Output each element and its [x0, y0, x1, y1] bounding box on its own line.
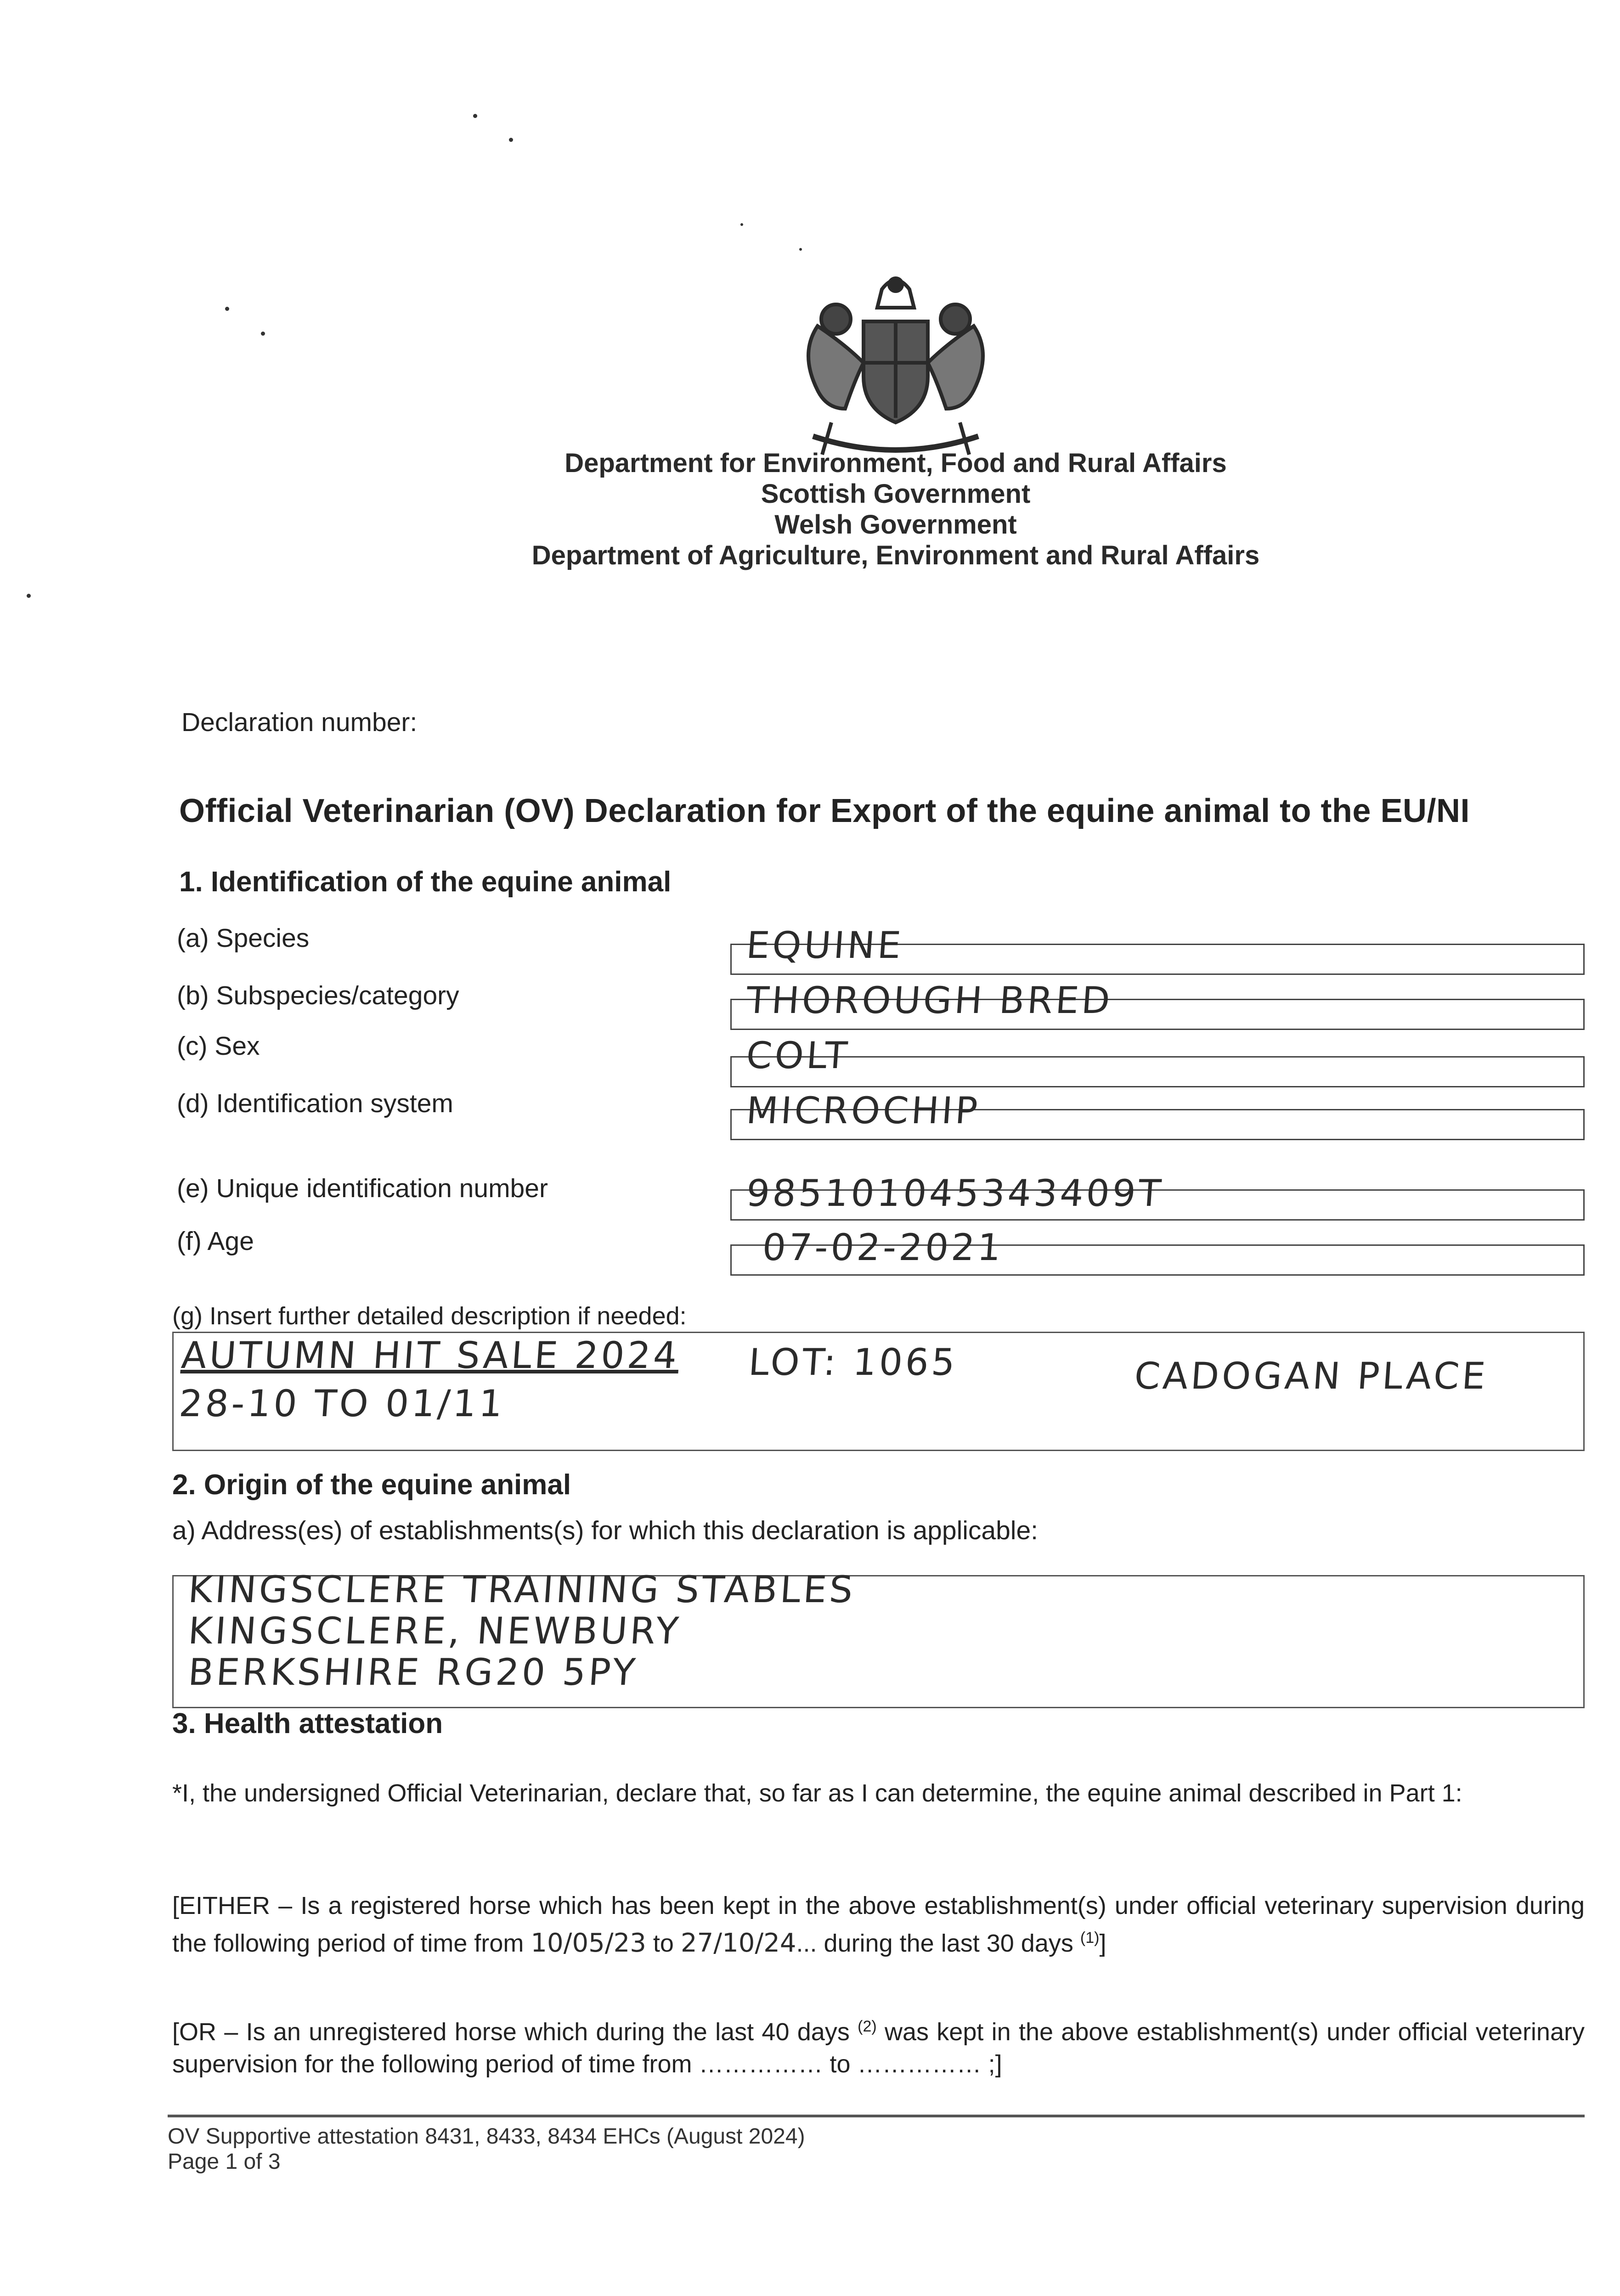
scan-speck [799, 248, 802, 251]
further-description-place: CADOGAN PLACE [1133, 1355, 1490, 1397]
identification-system-value: MICROCHIP [745, 1089, 982, 1132]
unique-id-label: (e) Unique identification number [177, 1174, 548, 1203]
further-description-label: (g) Insert further detailed description if needed: [172, 1302, 687, 1330]
page-title: Official Veterinarian (OV) Declaration for Export of the equine animal to the EU/NI [179, 793, 1470, 829]
species-value: EQUINE [745, 924, 905, 967]
or-footnote-ref: (2) [858, 2018, 877, 2035]
section-2-heading: 2. Origin of the equine animal [172, 1469, 571, 1501]
department-line: Scottish Government [761, 479, 1031, 509]
scan-speck [261, 332, 265, 336]
unique-id-value: 985101045343409T [745, 1172, 1165, 1215]
footer-rule [168, 2115, 1585, 2117]
section-3-heading: 3. Health attestation [172, 1708, 443, 1739]
species-label: (a) Species [177, 923, 310, 953]
health-attestation-intro: *I, the undersigned Official Veterinarian, declare that, so far as I can determine, the equine animal described in Part 1: [172, 1779, 1462, 1807]
either-to-date: 27/10/24 [680, 1928, 796, 1958]
scan-speck [27, 594, 31, 598]
scan-speck [509, 138, 513, 142]
sex-field [730, 1056, 1585, 1087]
either-clause [172, 1890, 1585, 1959]
either-clause-end: ] [1099, 1930, 1106, 1957]
identification-system-label: (d) Identification system [177, 1089, 453, 1118]
declaration-number-label: Declaration number: [181, 708, 418, 737]
subspecies-label: (b) Subspecies/category [177, 981, 459, 1010]
further-description-lot: LOT: 1065 [747, 1341, 960, 1384]
section-1-heading: 1. Identification of the equine animal [179, 866, 672, 898]
further-description-line2: 28-10 TO 01/11 [177, 1382, 507, 1425]
either-from-date: 10/05/23 [531, 1928, 646, 1958]
address-label: a) Address(es) of establishments(s) for which this declaration is applicable: [172, 1516, 1039, 1545]
or-clause-text: [OR – Is an unregistered horse which during the last 40 days [172, 2018, 850, 2046]
department-line: Department of Agriculture, Environment and Rural Affairs [531, 540, 1260, 570]
sex-value: COLT [745, 1034, 852, 1077]
address-line: BERKSHIRE RG20 5PY [186, 1651, 639, 1694]
further-description-line1: AUTUMN HIT SALE 2024 [180, 1334, 681, 1377]
page-number: Page 1 of 3 [168, 2150, 281, 2174]
scan-speck [225, 307, 229, 311]
either-clause-tail: ... during the last 30 days [796, 1930, 1073, 1957]
either-to-word: to [653, 1930, 674, 1957]
age-value: 07-02-2021 [761, 1226, 1005, 1269]
footer-attestation: OV Supportive attestation 8431, 8433, 8434 EHCs (August 2024) [168, 2124, 805, 2149]
address-line: KINGSCLERE TRAINING STABLES [186, 1568, 857, 1611]
department-line: Department for Environment, Food and Rural Affairs [564, 448, 1227, 478]
scan-speck [740, 223, 743, 226]
either-clause-text: [EITHER – Is a registered horse which has been kept in the above establishment(s) under official veterinary supervision during the following period of time from [172, 1892, 1585, 1957]
either-footnote-ref: (1) [1080, 1929, 1100, 1947]
age-label: (f) Age [177, 1227, 254, 1256]
or-clause [172, 2010, 1585, 2080]
subspecies-value: THOROUGH BRED [745, 979, 1114, 1022]
department-line: Welsh Government [774, 510, 1017, 540]
or-clause-tail: was kept in the above establishment(s) under official veterinary supervision for the following period of time from …………… to …………… ;] [172, 2018, 1585, 2078]
sex-label: (c) Sex [177, 1031, 260, 1061]
scan-speck [473, 114, 477, 118]
address-line: KINGSCLERE, NEWBURY [186, 1609, 683, 1652]
royal-coat-of-arms-icon [790, 271, 1001, 464]
